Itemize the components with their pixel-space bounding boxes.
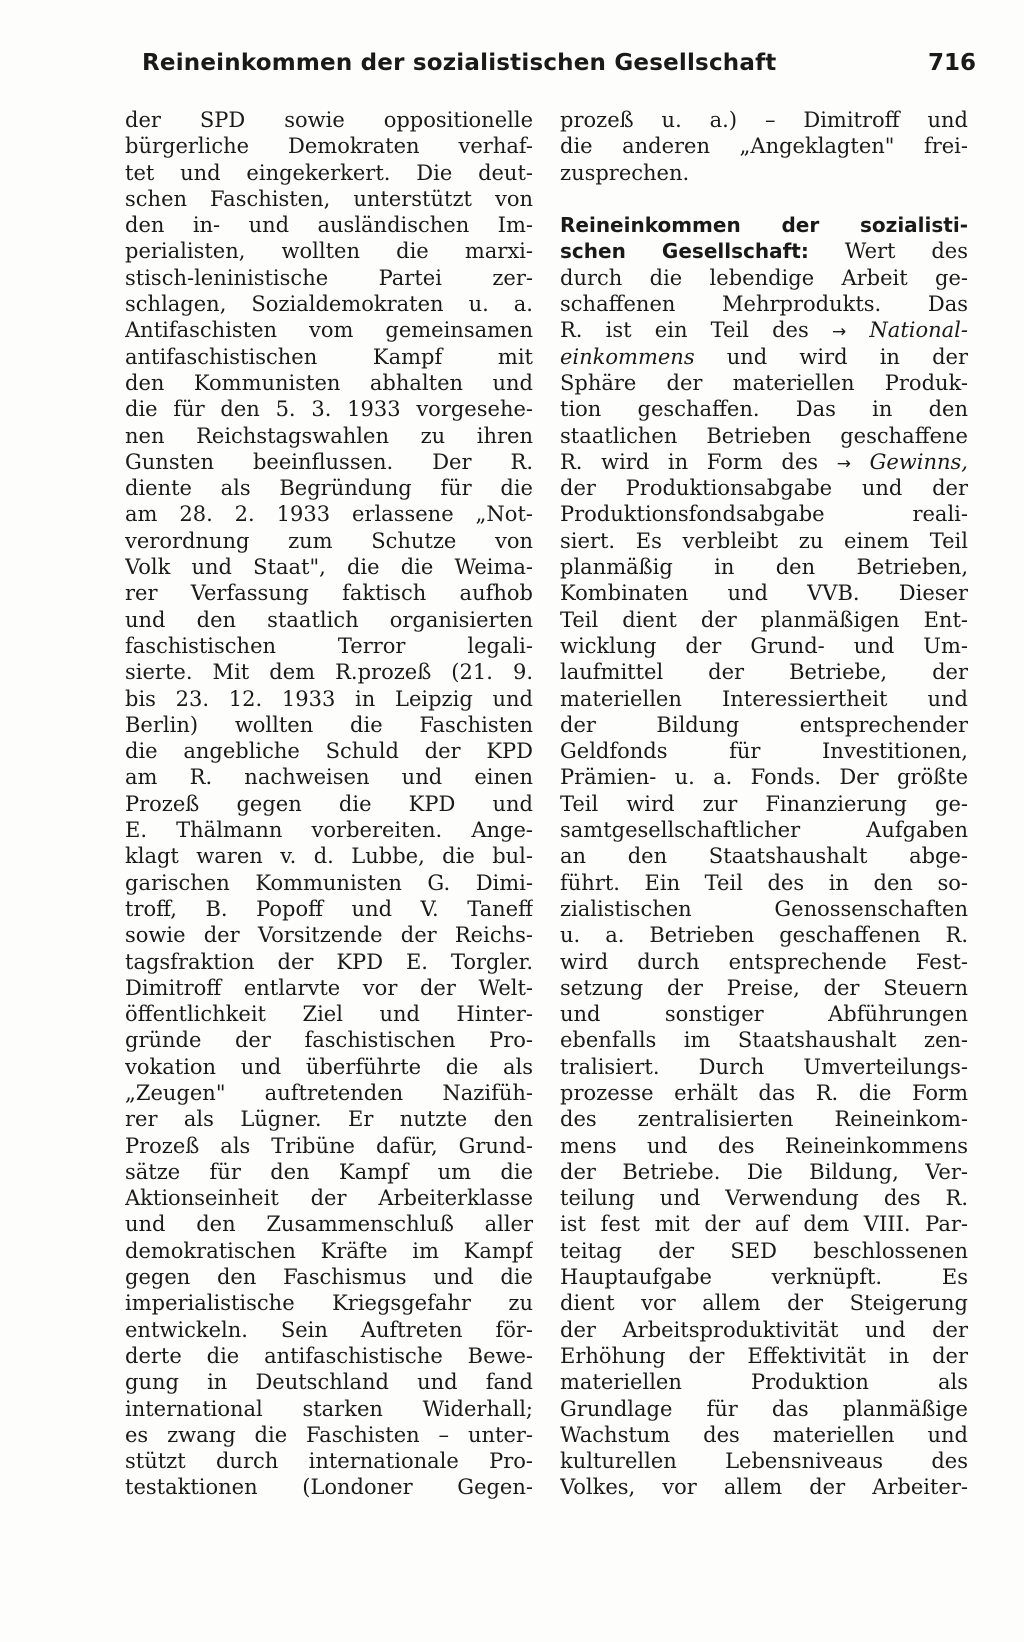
text-line: den Kommunisten abhalten und: [125, 370, 533, 395]
text-line: Wachstum des materiellen und: [560, 1422, 968, 1447]
text-line: der Produktionsabgabe und der: [560, 476, 968, 501]
text-line: gung in Deutschland und fand: [125, 1370, 533, 1395]
text-line: nen Reichstagswahlen zu ihren: [125, 423, 533, 448]
text-line: demokratischen Kräfte im Kampf: [125, 1238, 533, 1263]
text-line: den in- und ausländischen Im-: [125, 213, 533, 238]
text-line: schlagen, Sozialdemokraten u. a.: [125, 292, 533, 317]
cross-reference-arrow-icon: →: [836, 453, 851, 474]
cross-reference-link[interactable]: National-: [869, 318, 968, 343]
entry-text-line: schaffenen Mehrprodukts. Das: [560, 292, 968, 317]
running-header-title: Reineinkommen der sozialistischen Gesellschaft: [142, 50, 777, 76]
text-line: Prozeß gegen die KPD und: [125, 791, 533, 816]
text-line: bis 23. 12. 1933 in Leipzig und: [125, 686, 533, 711]
text-line: teitag der SED beschlossenen: [560, 1238, 968, 1263]
entry-text-line: [560, 344, 968, 370]
text-line: und sonstiger Abführungen: [560, 1002, 968, 1027]
entry-text-line: [560, 238, 968, 264]
entry-text-line: [560, 317, 968, 343]
text-line: teilung und Verwendung des R.: [560, 1186, 968, 1211]
text-line: diente als Begründung für die: [125, 476, 533, 501]
text-line: Volkes, vor allem der Arbeiter-: [560, 1475, 968, 1500]
left-text-column: [125, 107, 533, 1501]
text-line: verordnung zum Schutze von: [125, 528, 533, 553]
text-line: Kombinaten und VVB. Dieser: [560, 581, 968, 606]
text-line: testaktionen (Londoner Gegen-: [125, 1475, 533, 1500]
text-line: schen Faschisten, unterstützt von: [125, 186, 533, 211]
text-line: zialistischen Genossenschaften: [560, 896, 968, 921]
text-line: Teil dient der planmäßigen Ent-: [560, 607, 968, 632]
paragraph-gap: [560, 186, 968, 212]
text-line: und den Zusammenschluß aller: [125, 1212, 533, 1237]
entry-text-line: durch die lebendige Arbeit ge-: [560, 265, 968, 290]
text-line: mens und des Reineinkommens: [560, 1133, 968, 1158]
text-line: Gunsten beeinflussen. Der R.: [125, 449, 533, 474]
text-line: öffentlichkeit Ziel und Hinter-: [125, 1002, 533, 1027]
text-line: kulturellen Lebensniveaus des: [560, 1449, 968, 1474]
text-line: der SPD sowie oppositionelle: [125, 108, 533, 132]
text-line: die für den 5. 3. 1933 vorgesehe-: [125, 397, 533, 422]
text-line: Berlin) wollten die Faschisten: [125, 712, 533, 737]
text-line: sowie der Vorsitzende der Reichs-: [125, 923, 533, 948]
text-line: perialisten, wollten die marxi-: [125, 239, 533, 264]
text-line: Teil wird zur Finanzierung ge-: [560, 791, 968, 816]
text-line: Aktionseinheit der Arbeiterklasse: [125, 1186, 533, 1211]
text-line: international starken Widerhall;: [125, 1396, 533, 1421]
text-line: der Betriebe. Die Bildung, Ver-: [560, 1159, 968, 1184]
entry-text: R. ist ein Teil des: [560, 318, 809, 343]
text-line: E. Thälmann vorbereiten. Ange-: [125, 818, 533, 843]
text-line: Antifaschisten vom gemeinsamen: [125, 318, 533, 343]
text-line: tralisiert. Durch Umverteilungs-: [560, 1054, 968, 1079]
text-line: gründe der faschistischen Pro-: [125, 1028, 533, 1053]
text-line: Prozeß als Tribüne dafür, Grund-: [125, 1133, 533, 1158]
text-line: siert. Es verbleibt zu einem Teil: [560, 528, 968, 553]
continuation-paragraph: [560, 107, 968, 186]
text-line: laufmittel der Betriebe, der: [560, 660, 968, 685]
text-line: des zentralisierten Reineinkom-: [560, 1107, 968, 1132]
entry-text-line: Sphäre der materiellen Produk-: [560, 370, 968, 395]
text-line: führt. Ein Teil des in den so-: [560, 870, 968, 895]
text-line: an den Staatshaushalt abge-: [560, 844, 968, 869]
text-line: am R. nachweisen und einen: [125, 765, 533, 790]
text-line: es zwang die Faschisten – unter-: [125, 1422, 533, 1447]
text-line: troff, B. Popoff und V. Taneff: [125, 896, 533, 921]
text-line: antifaschistischen Kampf mit: [125, 344, 533, 369]
text-line: tet und eingekerkert. Die deut-: [125, 160, 533, 185]
text-line: stützt durch internationale Pro-: [125, 1449, 533, 1474]
text-line: prozesse erhält das R. die Form: [560, 1080, 968, 1105]
entry-body: [560, 475, 968, 1501]
text-line: am 28. 2. 1933 erlassene „Not-: [125, 502, 533, 527]
cross-reference-link[interactable]: einkommens: [560, 344, 695, 369]
text-line: Volk und Staat", die die Weima-: [125, 555, 533, 580]
text-line: „Zeugen" auftretenden Nazifüh-: [125, 1080, 533, 1105]
text-line: sierte. Mit dem R.prozeß (21. 9.: [125, 660, 533, 685]
entry-headword: schen Gesellschaft:: [560, 239, 809, 264]
text-line: wicklung der Grund- und Um-: [560, 633, 968, 658]
entry-text: und wird in der: [726, 344, 968, 369]
text-line: der Bildung entsprechender: [560, 712, 968, 737]
text-line: entwickeln. Sein Auftreten för-: [125, 1317, 533, 1342]
text-line: Prämien- u. a. Fonds. Der größte: [560, 765, 968, 790]
text-line: materiellen Produktion als: [560, 1370, 968, 1395]
text-line: rer Verfassung faktisch aufhob: [125, 581, 533, 606]
text-line: Hauptaufgabe verknüpft. Es: [560, 1265, 968, 1290]
text-line: ist fest mit der auf dem VIII. Par-: [560, 1212, 968, 1237]
text-line: u. a. Betrieben geschaffenen R.: [560, 923, 968, 948]
text-line: prozeß u. a.) – Dimitroff und: [560, 108, 968, 132]
text-line: Produktionsfondsabgabe reali-: [560, 502, 968, 527]
text-line: stisch-leninistische Partei zer-: [125, 265, 533, 290]
text-line: bürgerliche Demokraten verhaf-: [125, 134, 533, 159]
text-line: planmäßig in den Betrieben,: [560, 555, 968, 580]
text-line: setzung der Preise, der Steuern: [560, 975, 968, 1000]
cross-reference-link[interactable]: Gewinns,: [869, 449, 968, 474]
text-line: dient vor allem der Steigerung: [560, 1291, 968, 1316]
text-line: Grundlage für das planmäßige: [560, 1396, 968, 1421]
text-line: ebenfalls im Staatshaushalt zen-: [560, 1028, 968, 1053]
text-line: die angebliche Schuld der KPD: [125, 739, 533, 764]
entry-text-line: tion geschaffen. Das in den: [560, 397, 968, 422]
text-line: samtgesellschaftlicher Aufgaben: [560, 818, 968, 843]
entry-text: Wert des: [844, 239, 968, 264]
text-line: tagsfraktion der KPD E. Torgler.: [125, 949, 533, 974]
entry-headword-line: Reineinkommen der sozialisti-: [560, 213, 968, 238]
dictionary-entry: [560, 212, 968, 1501]
entry-text: R. wird in Form des: [560, 449, 819, 474]
text-line: klagt waren v. d. Lubbe, die bul-: [125, 844, 533, 869]
text-line: imperialistische Kriegsgefahr zu: [125, 1291, 533, 1316]
page-number: 716: [927, 50, 976, 76]
running-header: [142, 50, 976, 90]
text-line: und den staatlich organisierten: [125, 607, 533, 632]
text-line: zusprechen.: [560, 160, 690, 185]
text-line: materiellen Interessiertheit und: [560, 686, 968, 711]
text-line: rer als Lügner. Er nutzte den: [125, 1107, 533, 1132]
text-line: vokation und überführte die als: [125, 1054, 533, 1079]
entry-text-line: [560, 449, 968, 475]
text-line: Erhöhung der Effektivität in der: [560, 1343, 968, 1368]
text-line: sätze für den Kampf um die: [125, 1159, 533, 1184]
text-line: garischen Kommunisten G. Dimi-: [125, 870, 533, 895]
text-line: Dimitroff entlarvte vor der Welt-: [125, 975, 533, 1000]
text-line: wird durch entsprechende Fest-: [560, 949, 968, 974]
text-line: Geldfonds für Investitionen,: [560, 739, 968, 764]
right-text-column: [560, 107, 968, 1501]
text-line: die anderen „Angeklagten" frei-: [560, 134, 968, 159]
text-line: der Arbeitsproduktivität und der: [560, 1317, 968, 1342]
text-line: derte die antifaschistische Bewe-: [125, 1343, 533, 1368]
text-line: gegen den Faschismus und die: [125, 1265, 533, 1290]
entry-text-line: staatlichen Betrieben geschaffene: [560, 423, 968, 448]
cross-reference-arrow-icon: →: [831, 322, 847, 343]
text-line: faschistischen Terror legali-: [125, 633, 533, 658]
